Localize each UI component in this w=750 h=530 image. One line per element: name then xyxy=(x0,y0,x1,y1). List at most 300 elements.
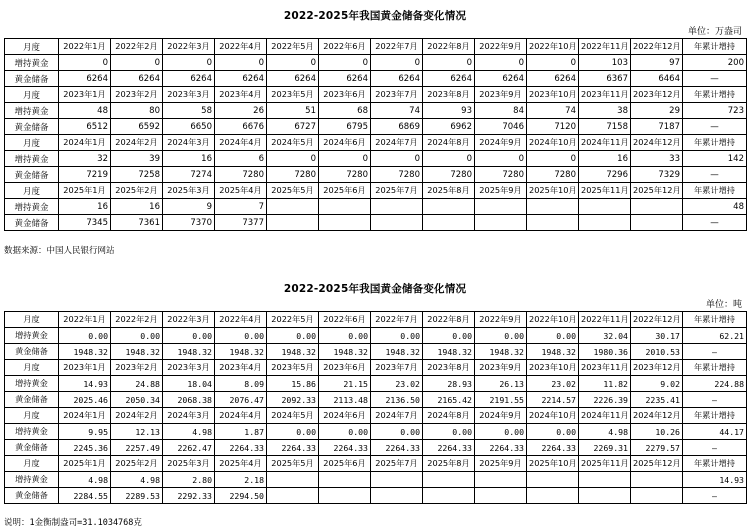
add-gold-cell xyxy=(631,472,683,488)
row-label-add: 增持黄金 xyxy=(5,151,59,167)
month-header: 2022年5月 xyxy=(267,312,319,328)
cumulative-header: 年累计增持 xyxy=(683,183,747,199)
cumulative-header: 年累计增持 xyxy=(683,135,747,151)
gold-reserve-cell: 2264.33 xyxy=(319,440,371,456)
gold-reserve-cell: 2279.57 xyxy=(631,440,683,456)
month-header: 2025年4月 xyxy=(215,456,267,472)
month-header: 2023年6月 xyxy=(319,360,371,376)
dash-cell: — xyxy=(683,167,747,183)
add-gold-cell xyxy=(319,472,371,488)
month-header: 2024年5月 xyxy=(267,408,319,424)
month-header: 2025年6月 xyxy=(319,456,371,472)
gold-reserve-cell: 2010.53 xyxy=(631,344,683,360)
month-header: 2025年6月 xyxy=(319,183,371,199)
month-header: 2023年3月 xyxy=(163,360,215,376)
month-header: 2023年1月 xyxy=(59,87,111,103)
cumulative-value: 224.88 xyxy=(683,376,747,392)
month-header: 2025年5月 xyxy=(267,183,319,199)
add-gold-cell: 4.98 xyxy=(59,472,111,488)
month-header: 2023年5月 xyxy=(267,87,319,103)
cumulative-header: 年累计增持 xyxy=(683,456,747,472)
add-gold-cell: 1.87 xyxy=(215,424,267,440)
month-header: 2025年8月 xyxy=(423,183,475,199)
gold-reserve-cell: 6264 xyxy=(163,71,215,87)
month-header: 2023年2月 xyxy=(111,87,163,103)
month-header: 2024年12月 xyxy=(631,408,683,424)
add-gold-cell xyxy=(579,472,631,488)
month-header: 2023年4月 xyxy=(215,360,267,376)
add-gold-cell: 0 xyxy=(371,55,423,71)
add-gold-cell: 0.00 xyxy=(59,328,111,344)
add-gold-cell xyxy=(319,199,371,215)
add-gold-cell: 74 xyxy=(527,103,579,119)
add-gold-cell: 9.02 xyxy=(631,376,683,392)
add-gold-row xyxy=(5,55,747,71)
month-header: 2022年8月 xyxy=(423,39,475,55)
add-gold-cell: 58 xyxy=(163,103,215,119)
month-header: 2023年9月 xyxy=(475,87,527,103)
gold-reserve-cell: 7187 xyxy=(631,119,683,135)
row-label-month: 月度 xyxy=(5,135,59,151)
month-header: 2023年1月 xyxy=(59,360,111,376)
add-gold-cell: 0.00 xyxy=(111,328,163,344)
add-gold-cell: 0.00 xyxy=(423,424,475,440)
add-gold-cell: 97 xyxy=(631,55,683,71)
month-header: 2025年7月 xyxy=(371,456,423,472)
add-gold-cell: 0.00 xyxy=(527,328,579,344)
add-gold-cell: 4.98 xyxy=(111,472,163,488)
month-header: 2025年11月 xyxy=(579,456,631,472)
month-header: 2023年4月 xyxy=(215,87,267,103)
add-gold-cell: 24.88 xyxy=(111,376,163,392)
month-header: 2024年7月 xyxy=(371,135,423,151)
row-label-reserve: 黄金储备 xyxy=(5,167,59,183)
row-label-month: 月度 xyxy=(5,360,59,376)
gold-reserve-cell xyxy=(579,488,631,504)
table2-note: 说明：1金衡制盎司=31.1034768克 xyxy=(4,518,142,528)
month-header: 2024年2月 xyxy=(111,408,163,424)
row-label-reserve: 黄金储备 xyxy=(5,119,59,135)
add-gold-cell: 2.18 xyxy=(215,472,267,488)
gold-reserve-cell: 6264 xyxy=(423,71,475,87)
add-gold-cell: 26.13 xyxy=(475,376,527,392)
add-gold-row xyxy=(5,424,747,440)
month-header: 2022年2月 xyxy=(111,39,163,55)
gold-reserve-cell: 2284.55 xyxy=(59,488,111,504)
add-gold-cell: 29 xyxy=(631,103,683,119)
add-gold-cell: 12.13 xyxy=(111,424,163,440)
gold-reserve-cell: 1948.32 xyxy=(423,344,475,360)
gold-reserve-cell: 7345 xyxy=(59,215,111,231)
gold-reserve-row xyxy=(5,440,747,456)
month-header: 2024年3月 xyxy=(163,135,215,151)
month-header: 2022年9月 xyxy=(475,312,527,328)
gold-reserve-row xyxy=(5,119,747,135)
add-gold-cell: 14.93 xyxy=(59,376,111,392)
year-header-row xyxy=(5,408,747,424)
month-header: 2024年6月 xyxy=(319,135,371,151)
month-header: 2024年2月 xyxy=(111,135,163,151)
month-header: 2022年1月 xyxy=(59,312,111,328)
add-gold-cell: 9 xyxy=(163,199,215,215)
month-header: 2025年9月 xyxy=(475,456,527,472)
add-gold-cell xyxy=(475,472,527,488)
add-gold-cell: 23.02 xyxy=(527,376,579,392)
gold-reserve-cell: 2191.55 xyxy=(475,392,527,408)
gold-reserve-cell: 6512 xyxy=(59,119,111,135)
month-header: 2025年7月 xyxy=(371,183,423,199)
gold-reserve-cell: 2245.36 xyxy=(59,440,111,456)
cumulative-header: 年累计增持 xyxy=(683,39,747,55)
add-gold-cell: 39 xyxy=(111,151,163,167)
month-header: 2023年5月 xyxy=(267,360,319,376)
add-gold-cell: 6 xyxy=(215,151,267,167)
add-gold-cell: 11.82 xyxy=(579,376,631,392)
add-gold-cell: 0 xyxy=(267,151,319,167)
month-header: 2022年6月 xyxy=(319,312,371,328)
dash-cell: — xyxy=(683,392,747,408)
gold-reserve-cell: 7280 xyxy=(423,167,475,183)
add-gold-cell: 33 xyxy=(631,151,683,167)
gold-reserve-cell: 1980.36 xyxy=(579,344,631,360)
month-header: 2023年10月 xyxy=(527,87,579,103)
month-header: 2023年9月 xyxy=(475,360,527,376)
row-label-month: 月度 xyxy=(5,87,59,103)
add-gold-cell: 0.00 xyxy=(163,328,215,344)
add-gold-cell xyxy=(267,472,319,488)
add-gold-cell: 68 xyxy=(319,103,371,119)
gold-reserve-row xyxy=(5,167,747,183)
add-gold-cell: 32.04 xyxy=(579,328,631,344)
row-label-add: 增持黄金 xyxy=(5,472,59,488)
gold-reserve-cell xyxy=(475,488,527,504)
row-label-reserve: 黄金储备 xyxy=(5,71,59,87)
add-gold-cell: 0 xyxy=(423,151,475,167)
month-header: 2022年4月 xyxy=(215,312,267,328)
month-header: 2024年1月 xyxy=(59,408,111,424)
gold-reserve-cell xyxy=(423,488,475,504)
row-label-reserve: 黄金储备 xyxy=(5,488,59,504)
row-label-month: 月度 xyxy=(5,312,59,328)
month-header: 2025年10月 xyxy=(527,456,579,472)
dash-cell: — xyxy=(683,344,747,360)
gold-reserve-cell: 1948.32 xyxy=(371,344,423,360)
month-header: 2024年7月 xyxy=(371,408,423,424)
gold-reserve-cell: 1948.32 xyxy=(59,344,111,360)
gold-reserve-row xyxy=(5,488,747,504)
month-header: 2025年10月 xyxy=(527,183,579,199)
table1-title: 2022-2025年我国黄金储备变化情况 xyxy=(283,10,467,22)
add-gold-cell: 16 xyxy=(111,199,163,215)
month-header: 2024年6月 xyxy=(319,408,371,424)
gold-reserve-cell: 6962 xyxy=(423,119,475,135)
month-header: 2022年8月 xyxy=(423,312,475,328)
add-gold-cell: 0.00 xyxy=(527,424,579,440)
add-gold-cell: 38 xyxy=(579,103,631,119)
add-gold-cell: 0 xyxy=(267,55,319,71)
month-header: 2024年11月 xyxy=(579,408,631,424)
month-header: 2024年5月 xyxy=(267,135,319,151)
cumulative-value: 142 xyxy=(683,151,747,167)
table2-unit: 单位：吨 xyxy=(705,300,742,310)
add-gold-cell: 7 xyxy=(215,199,267,215)
gold-reserve-cell: 2264.33 xyxy=(371,440,423,456)
add-gold-cell: 16 xyxy=(163,151,215,167)
month-header: 2022年2月 xyxy=(111,312,163,328)
cumulative-header: 年累计增持 xyxy=(683,408,747,424)
add-gold-cell: 16 xyxy=(579,151,631,167)
add-gold-cell: 0 xyxy=(319,55,371,71)
add-gold-cell: 0 xyxy=(59,55,111,71)
gold-reserve-cell: 2292.33 xyxy=(163,488,215,504)
month-header: 2023年3月 xyxy=(163,87,215,103)
add-gold-cell: 0 xyxy=(215,55,267,71)
gold-reserve-cell xyxy=(527,215,579,231)
gold-reserve-cell: 1948.32 xyxy=(319,344,371,360)
month-header: 2025年3月 xyxy=(163,456,215,472)
month-header: 2024年8月 xyxy=(423,135,475,151)
gold-reserve-cell: 2257.49 xyxy=(111,440,163,456)
row-label-month: 月度 xyxy=(5,456,59,472)
gold-reserve-cell: 6795 xyxy=(319,119,371,135)
month-header: 2022年9月 xyxy=(475,39,527,55)
month-header: 2022年11月 xyxy=(579,39,631,55)
add-gold-cell xyxy=(475,199,527,215)
add-gold-row xyxy=(5,151,747,167)
month-header: 2023年10月 xyxy=(527,360,579,376)
gold-reserve-cell: 2050.34 xyxy=(111,392,163,408)
year-header-row xyxy=(5,360,747,376)
gold-reserve-cell: 7280 xyxy=(319,167,371,183)
month-header: 2025年1月 xyxy=(59,183,111,199)
gold-reserve-cell xyxy=(267,488,319,504)
month-header: 2024年9月 xyxy=(475,135,527,151)
add-gold-cell: 48 xyxy=(59,103,111,119)
add-gold-cell xyxy=(579,199,631,215)
cumulative-value: 62.21 xyxy=(683,328,747,344)
add-gold-cell: 4.98 xyxy=(163,424,215,440)
gold-reserve-cell xyxy=(423,215,475,231)
add-gold-cell: 0 xyxy=(371,151,423,167)
row-label-add: 增持黄金 xyxy=(5,103,59,119)
year-header-row xyxy=(5,456,747,472)
table1-unit: 单位：万盎司 xyxy=(687,27,742,37)
gold-reserve-cell: 7158 xyxy=(579,119,631,135)
gold-reserve-cell xyxy=(527,488,579,504)
gold-reserve-cell xyxy=(371,215,423,231)
gold-reserve-cell: 7280 xyxy=(215,167,267,183)
add-gold-cell: 8.09 xyxy=(215,376,267,392)
month-header: 2023年8月 xyxy=(423,87,475,103)
gold-reserve-cell: 7361 xyxy=(111,215,163,231)
month-header: 2024年8月 xyxy=(423,408,475,424)
month-header: 2023年12月 xyxy=(631,360,683,376)
add-gold-row xyxy=(5,376,747,392)
add-gold-cell xyxy=(527,472,579,488)
add-gold-cell: 15.86 xyxy=(267,376,319,392)
add-gold-cell: 10.26 xyxy=(631,424,683,440)
gold-reserve-cell: 6592 xyxy=(111,119,163,135)
row-label-add: 增持黄金 xyxy=(5,199,59,215)
cumulative-value: 14.93 xyxy=(683,472,747,488)
month-header: 2023年11月 xyxy=(579,87,631,103)
gold-reserve-cell: 1948.32 xyxy=(163,344,215,360)
add-gold-cell: 0.00 xyxy=(371,328,423,344)
gold-reserve-cell: 7370 xyxy=(163,215,215,231)
month-header: 2023年12月 xyxy=(631,87,683,103)
gold-reserve-cell: 7274 xyxy=(163,167,215,183)
month-header: 2022年7月 xyxy=(371,312,423,328)
dash-cell: — xyxy=(683,71,747,87)
gold-reserve-cell xyxy=(475,215,527,231)
year-header-row xyxy=(5,39,747,55)
gold-reserve-cell: 7280 xyxy=(267,167,319,183)
gold-reserve-row xyxy=(5,71,747,87)
add-gold-cell xyxy=(631,199,683,215)
add-gold-cell xyxy=(371,199,423,215)
month-header: 2024年9月 xyxy=(475,408,527,424)
month-header: 2022年4月 xyxy=(215,39,267,55)
month-header: 2022年10月 xyxy=(527,39,579,55)
gold-reserve-cell: 6367 xyxy=(579,71,631,87)
add-gold-row xyxy=(5,472,747,488)
gold-reserve-cell: 6676 xyxy=(215,119,267,135)
add-gold-cell: 0.00 xyxy=(319,328,371,344)
gold-reserve-cell: 2076.47 xyxy=(215,392,267,408)
gold-reserve-cell: 2113.48 xyxy=(319,392,371,408)
add-gold-row xyxy=(5,103,747,119)
gold-reserve-cell: 2165.42 xyxy=(423,392,475,408)
month-header: 2025年4月 xyxy=(215,183,267,199)
gold-reserve-cell: 7329 xyxy=(631,167,683,183)
month-header: 2025年1月 xyxy=(59,456,111,472)
month-header: 2022年6月 xyxy=(319,39,371,55)
month-header: 2024年3月 xyxy=(163,408,215,424)
gold-reserve-cell: 2214.57 xyxy=(527,392,579,408)
row-label-add: 增持黄金 xyxy=(5,424,59,440)
dash-cell: — xyxy=(683,440,747,456)
row-label-reserve: 黄金储备 xyxy=(5,440,59,456)
gold-reserve-cell: 1948.32 xyxy=(527,344,579,360)
month-header: 2024年12月 xyxy=(631,135,683,151)
cumulative-value: 44.17 xyxy=(683,424,747,440)
cumulative-value: 723 xyxy=(683,103,747,119)
gold-reserve-cell: 6650 xyxy=(163,119,215,135)
add-gold-cell xyxy=(423,472,475,488)
add-gold-cell: 23.02 xyxy=(371,376,423,392)
gold-reserve-cell: 7280 xyxy=(475,167,527,183)
add-gold-cell: 103 xyxy=(579,55,631,71)
add-gold-row xyxy=(5,199,747,215)
add-gold-cell xyxy=(527,199,579,215)
gold-reserve-cell: 2264.33 xyxy=(267,440,319,456)
month-header: 2024年10月 xyxy=(527,135,579,151)
month-header: 2023年2月 xyxy=(111,360,163,376)
gold-reserve-cell: 2269.31 xyxy=(579,440,631,456)
gold-reserve-cell: 6264 xyxy=(371,71,423,87)
month-header: 2024年10月 xyxy=(527,408,579,424)
add-gold-cell xyxy=(423,199,475,215)
row-label-add: 增持黄金 xyxy=(5,328,59,344)
table1-gold-reserve-ounces xyxy=(4,38,747,231)
gold-reserve-cell: 7258 xyxy=(111,167,163,183)
gold-reserve-cell: 2226.39 xyxy=(579,392,631,408)
month-header: 2023年7月 xyxy=(371,360,423,376)
add-gold-cell: 26 xyxy=(215,103,267,119)
gold-reserve-cell: 6464 xyxy=(631,71,683,87)
gold-reserve-cell: 1948.32 xyxy=(475,344,527,360)
month-header: 2023年8月 xyxy=(423,360,475,376)
gold-reserve-cell: 1948.32 xyxy=(215,344,267,360)
month-header: 2022年5月 xyxy=(267,39,319,55)
year-header-row xyxy=(5,183,747,199)
add-gold-cell: 93 xyxy=(423,103,475,119)
month-header: 2025年9月 xyxy=(475,183,527,199)
row-label-add: 增持黄金 xyxy=(5,55,59,71)
add-gold-cell: 0 xyxy=(527,55,579,71)
month-header: 2022年1月 xyxy=(59,39,111,55)
gold-reserve-cell: 7046 xyxy=(475,119,527,135)
month-header: 2022年7月 xyxy=(371,39,423,55)
add-gold-cell: 0 xyxy=(423,55,475,71)
dash-cell: — xyxy=(683,215,747,231)
add-gold-cell: 28.93 xyxy=(423,376,475,392)
row-label-month: 月度 xyxy=(5,408,59,424)
add-gold-cell: 51 xyxy=(267,103,319,119)
row-label-month: 月度 xyxy=(5,39,59,55)
month-header: 2022年12月 xyxy=(631,312,683,328)
add-gold-cell xyxy=(267,199,319,215)
month-header: 2025年2月 xyxy=(111,456,163,472)
add-gold-cell: 16 xyxy=(59,199,111,215)
month-header: 2024年4月 xyxy=(215,408,267,424)
add-gold-cell: 0.00 xyxy=(475,328,527,344)
gold-reserve-cell xyxy=(267,215,319,231)
month-header: 2022年12月 xyxy=(631,39,683,55)
gold-reserve-cell: 2264.33 xyxy=(215,440,267,456)
gold-reserve-cell: 2264.33 xyxy=(475,440,527,456)
add-gold-cell: 0.00 xyxy=(215,328,267,344)
dash-cell: — xyxy=(683,488,747,504)
gold-reserve-cell: 2264.33 xyxy=(527,440,579,456)
month-header: 2025年8月 xyxy=(423,456,475,472)
row-label-reserve: 黄金储备 xyxy=(5,392,59,408)
add-gold-cell: 18.04 xyxy=(163,376,215,392)
month-header: 2022年3月 xyxy=(163,312,215,328)
cumulative-header: 年累计增持 xyxy=(683,312,747,328)
gold-reserve-cell: 2294.50 xyxy=(215,488,267,504)
gold-reserve-cell: 7120 xyxy=(527,119,579,135)
gold-reserve-cell: 2092.33 xyxy=(267,392,319,408)
month-header: 2022年10月 xyxy=(527,312,579,328)
month-header: 2025年12月 xyxy=(631,456,683,472)
add-gold-cell: 0.00 xyxy=(267,328,319,344)
row-label-add: 增持黄金 xyxy=(5,376,59,392)
month-header: 2025年5月 xyxy=(267,456,319,472)
add-gold-cell: 9.95 xyxy=(59,424,111,440)
table2-title: 2022-2025年我国黄金储备变化情况 xyxy=(283,283,467,295)
add-gold-cell: 74 xyxy=(371,103,423,119)
add-gold-cell: 4.98 xyxy=(579,424,631,440)
add-gold-cell: 0.00 xyxy=(371,424,423,440)
table1-source: 数据来源：中国人民银行网站 xyxy=(4,246,115,256)
gold-reserve-cell: 7280 xyxy=(371,167,423,183)
add-gold-cell: 0.00 xyxy=(319,424,371,440)
row-label-reserve: 黄金储备 xyxy=(5,215,59,231)
gold-reserve-cell: 7280 xyxy=(527,167,579,183)
gold-reserve-cell: 2264.33 xyxy=(423,440,475,456)
add-gold-cell: 0 xyxy=(527,151,579,167)
